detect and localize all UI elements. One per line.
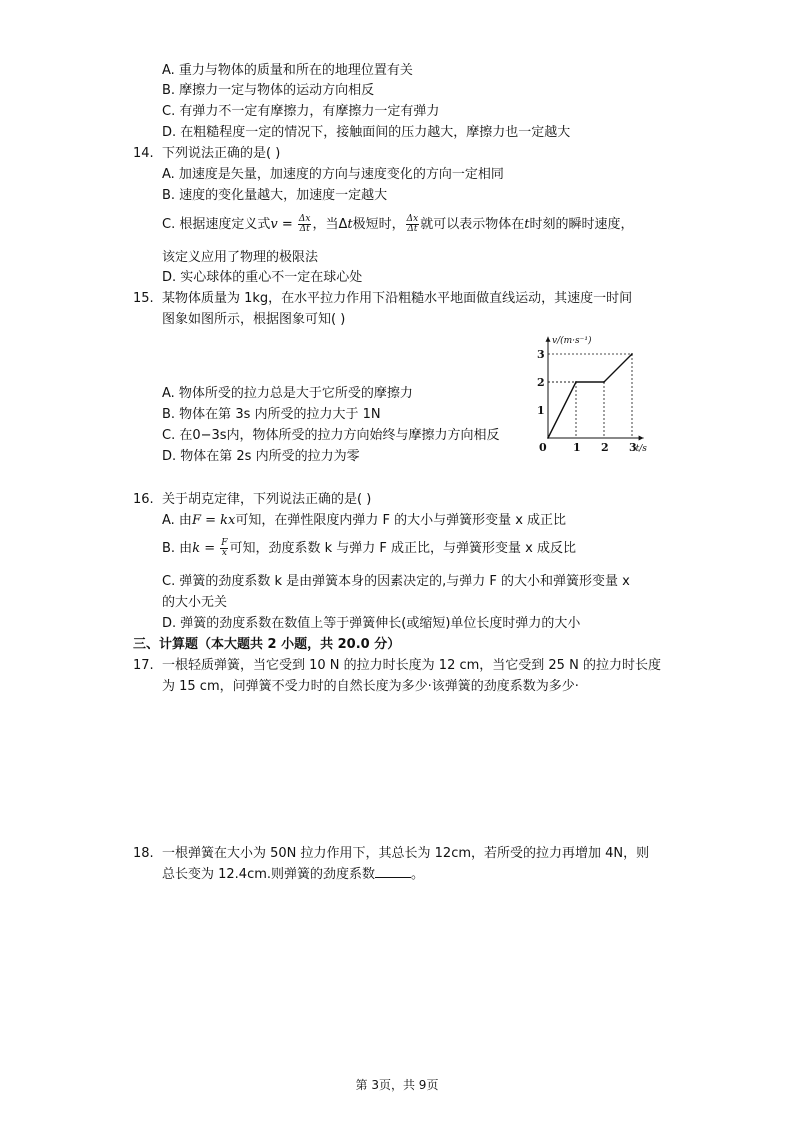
answer-blank[interactable] (375, 865, 411, 878)
velocity-fraction (298, 215, 312, 234)
q16-b-k: k = (192, 541, 220, 556)
y-axis-arrow (546, 337, 551, 342)
q16-number: 16. (133, 492, 154, 507)
fraction-numerator: Δx (298, 214, 311, 224)
q15-option-b: B. 物体在第 3s 内所受的拉力大于 1N (162, 407, 381, 422)
y-tick-label: 3 (537, 348, 545, 361)
data-point (547, 437, 549, 439)
fraction-denominator: x (221, 548, 227, 558)
q14-c-prefix: C. 根据速度定义式 (162, 217, 271, 232)
section-heading: 三、计算题（本大题共 2 小题，共 20.0 分） (133, 637, 401, 652)
q15-stem-line1: 某物体质量为 1kg，在水平拉力作用下沿粗糙水平地面做直线运动，其速度一时间 (162, 291, 633, 306)
q14-c-post: 就可以表示物体在 (420, 217, 525, 232)
fraction-numerator: F (221, 538, 228, 548)
q14-option-b: B. 速度的变化量越大，加速度一定越大 (162, 188, 388, 203)
page-footer: 第 3页，共 9页 (355, 1078, 439, 1092)
x-axis-label: t/s (635, 444, 647, 454)
q17-line1: 一根轻质弹簧，当它受到 10 N 的拉力时长度为 12 cm，当它受到 25 N 的拉力时长度 (162, 658, 661, 673)
q14-option-a: A. 加速度是矢量，加速度的方向与速度变化的方向一定相同 (162, 167, 504, 182)
q16-option-c-line2: 的大小无关 (162, 595, 228, 610)
q14-option-c (162, 215, 633, 235)
q14-number: 14. (133, 146, 154, 161)
q18-line2-suffix: 。 (411, 867, 425, 882)
q14-c-mid: ，当Δ (312, 217, 348, 232)
fraction-numerator: Δx (406, 214, 419, 224)
q16-a-formula: F = kx (191, 513, 236, 528)
y-tick-label: 1 (537, 404, 545, 417)
q16-a-prefix: A. 由 (162, 513, 192, 528)
q15-option-a: A. 物体所受的拉力总是大于它所受的摩擦力 (162, 386, 413, 401)
x-axis-arrow (639, 436, 644, 441)
q15-number: 15. (133, 291, 154, 306)
x-tick-label: 2 (601, 441, 609, 454)
data-point (603, 381, 605, 383)
q16-option-a (162, 511, 566, 531)
q18-line2 (162, 865, 424, 885)
q18-line1: 一根弹簧在大小为 50N 拉力作用下，其总长为 12cm，若所受的拉力再增加 4N，则 (162, 846, 650, 861)
q16-b-prefix: B. 由 (162, 541, 193, 556)
q16-option-c-line1: C. 弹簧的劲度系数 k 是由弹簧本身的因素决定的,与弹力 F 的大小和弹簧形变量 x (162, 574, 630, 589)
x-tick-label: 3 (629, 441, 637, 454)
fraction-denominator: Δt (299, 224, 310, 234)
y-axis-label: v/(m·s⁻¹) (552, 335, 592, 346)
q14-option-c-line2: 该定义应用了物理的极限法 (162, 250, 319, 265)
q17-line2: 为 15 cm，问弹簧不受力时的自然长度为多少·该弹簧的劲度系数为多少· (162, 679, 579, 694)
q14-option-d: D. 实心球体的重心不一定在球心处 (162, 270, 363, 285)
q14-c-var-t: t (347, 217, 353, 232)
y-tick-label: 2 (537, 376, 545, 389)
q16-option-b (162, 539, 576, 559)
q14-c-end: 时刻的瞬时速度， (529, 217, 634, 232)
velocity-fraction-2 (406, 215, 420, 234)
hooke-fraction (220, 539, 228, 558)
q18-number: 18. (133, 846, 154, 861)
x-tick-label: 0 (539, 441, 547, 454)
q14-c-var-t2: t (524, 217, 530, 232)
q15-option-d: D. 物体在第 2s 内所受的拉力为零 (162, 449, 360, 464)
data-point (631, 353, 633, 355)
x-tick-label: 1 (573, 441, 581, 454)
data-point (575, 381, 577, 383)
q13-option-a: A. 重力与物体的质量和所在的地理位置有关 (162, 63, 413, 78)
q14-c-var-v: v (270, 217, 278, 232)
q16-a-post: 可知，在弹性限度内弹力 F 的大小与弹簧形变量 x 成正比 (235, 513, 567, 528)
q15-stem-line2: 图象如图所示，根据图象可知( ) (162, 312, 346, 327)
q13-option-d: D. 在粗糙程度一定的情况下，接触面间的压力越大，摩擦力也一定越大 (162, 125, 571, 140)
q15-option-c: C. 在0−3s内，物体所受的拉力方向始终与摩擦力方向相反 (162, 428, 500, 443)
q14-c-mid2: 极短时， (352, 217, 405, 232)
velocity-time-graph (528, 330, 668, 460)
q14-c-eq: = (277, 217, 297, 232)
q16-option-d: D. 弹簧的劲度系数在数值上等于弹簧伸长(或缩短)单位长度时弹力的大小 (162, 616, 581, 631)
fraction-denominator: Δt (407, 224, 418, 234)
q16-stem: 关于胡克定律，下列说法正确的是( ) (162, 492, 372, 507)
q18-line2-prefix: 总长变为 12.4cm.则弹簧的劲度系数 (162, 867, 376, 882)
velocity-line (548, 354, 632, 438)
q13-option-b: B. 摩擦力一定与物体的运动方向相反 (162, 83, 375, 98)
q14-stem: 下列说法正确的是( ) (162, 146, 281, 161)
q16-b-post: 可知，劲度系数 k 与弹力 F 成正比，与弹簧形变量 x 成反比 (229, 541, 576, 556)
q13-option-c: C. 有弹力不一定有摩擦力，有摩擦力一定有弹力 (162, 104, 440, 119)
q17-number: 17. (133, 658, 154, 673)
